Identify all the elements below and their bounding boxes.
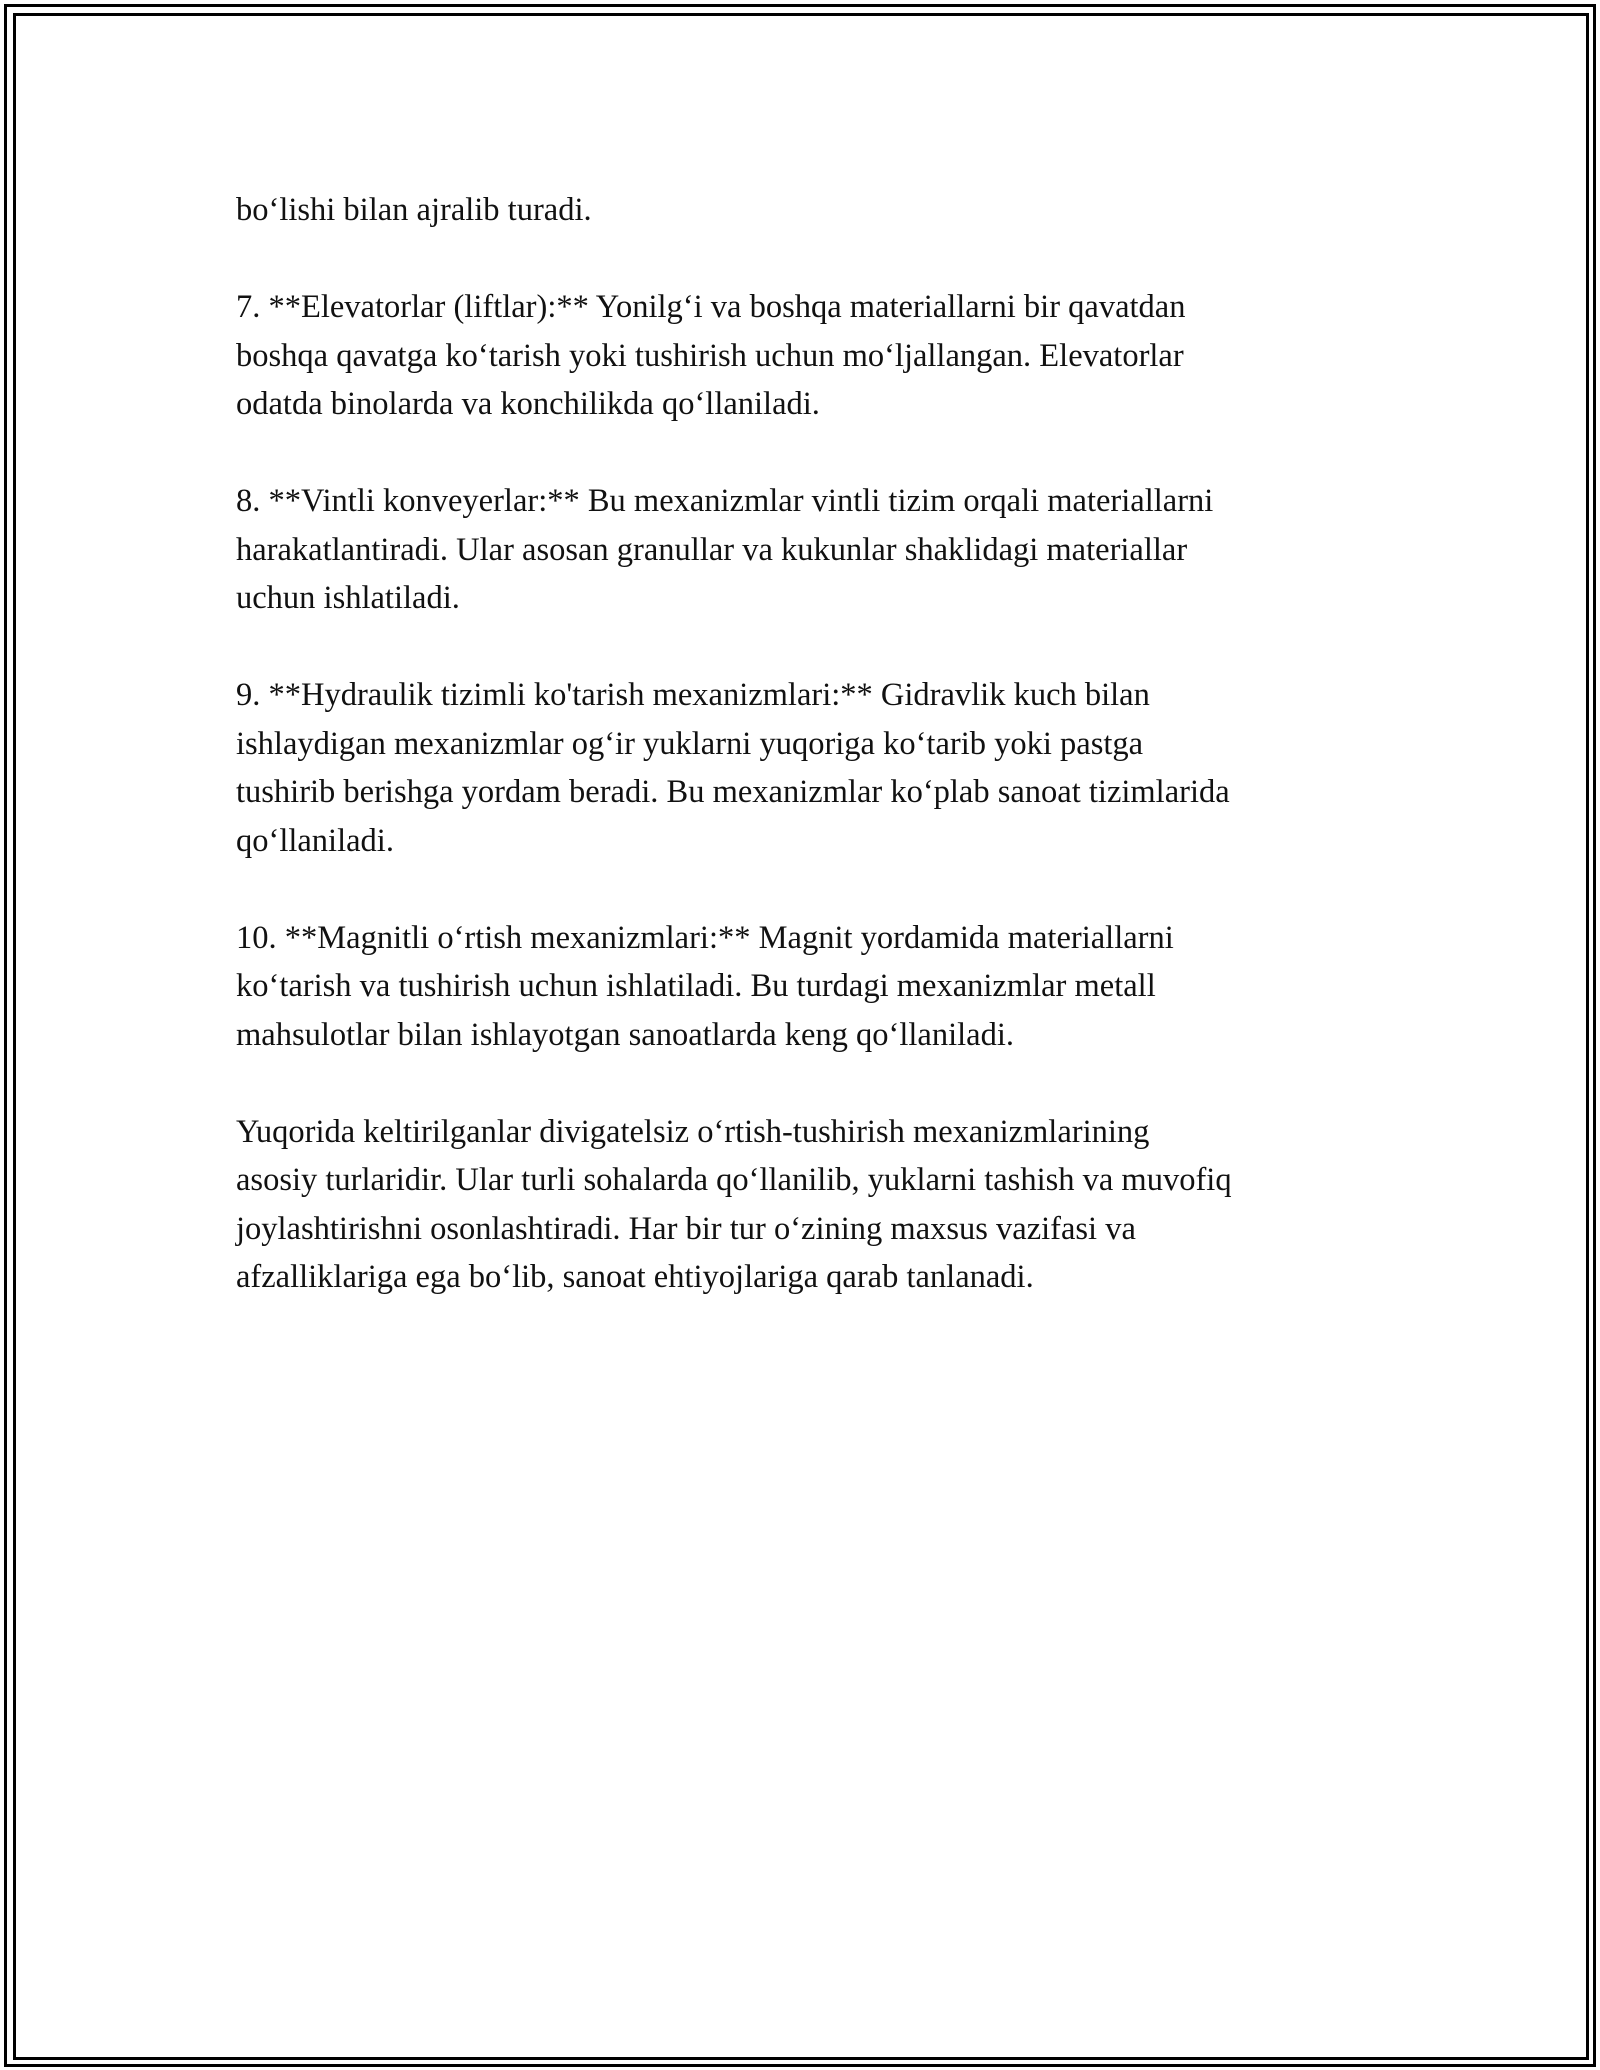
text-line: 8. **Vintli konveyerlar:** Bu mexanizmlar vintli tizim orqali materiallarni bbox=[236, 483, 1214, 519]
text-line: joylashtirishni osonlashtiradi. Har bir tur o‘zining maxsus vazifasi va bbox=[236, 1210, 1136, 1247]
text-line: asosiy turlaridir. Ular turli sohalarda qo‘llanilib, yuklarni tashish va muvofiq bbox=[236, 1162, 1232, 1198]
text-line: boshqa qavatga ko‘tarish yoki tushirish uchun mo‘ljallangan. Elevatorlar bbox=[236, 337, 1184, 374]
text-line: 10. **Magnitli o‘rtish mexanizmlari:** Magnit yordamida materiallarni bbox=[236, 919, 1174, 956]
text-line: afzalliklariga ega bo‘lib, sanoat ehtiyojlariga qarab tanlanadi. bbox=[236, 1259, 1034, 1295]
text-line: ko‘tarish va tushirish uchun ishlatiladi. Bu turdagi mexanizmlar metall bbox=[236, 968, 1156, 1004]
text-line: 9. **Hydraulik tizimli ko'tarish mexanizmlari:** Gidravlik kuch bilan bbox=[236, 677, 1150, 713]
text-line: odatda binolarda va konchilikda qo‘llaniladi. bbox=[236, 386, 820, 422]
text-line: harakatlantiradi. Ular asosan granullar va kukunlar shaklidagi materiallar bbox=[236, 531, 1188, 568]
paragraph-conclusion bbox=[236, 1108, 1366, 1302]
paragraph-item-7 bbox=[236, 283, 1366, 429]
paragraph-continuation bbox=[236, 186, 1366, 235]
text-line: Yuqorida keltirilganlar divigatelsiz o‘rtish-tushirish mexanizmlarining bbox=[236, 1113, 1150, 1150]
page-body bbox=[236, 186, 1366, 1350]
text-line: uchun ishlatiladi. bbox=[236, 580, 460, 616]
paragraph-item-8 bbox=[236, 477, 1366, 623]
text-line: ishlaydigan mexanizmlar og‘ir yuklarni yuqoriga ko‘tarib yoki pastga bbox=[236, 725, 1144, 762]
text-line: qo‘llaniladi. bbox=[236, 822, 394, 859]
text-line: 7. **Elevatorlar (liftlar):** Yonilg‘i va boshqa materiallarni bir qavatdan bbox=[236, 289, 1186, 325]
paragraph-item-10 bbox=[236, 914, 1366, 1060]
text-line: tushirib berishga yordam beradi. Bu mexanizmlar ko‘plab sanoat tizimlarida bbox=[236, 774, 1230, 810]
text-line: mahsulotlar bilan ishlayotgan sanoatlarda keng qo‘llaniladi. bbox=[236, 1016, 1014, 1053]
text-line: bo‘lishi bilan ajralib turadi. bbox=[236, 192, 592, 228]
paragraph-item-9 bbox=[236, 671, 1366, 865]
